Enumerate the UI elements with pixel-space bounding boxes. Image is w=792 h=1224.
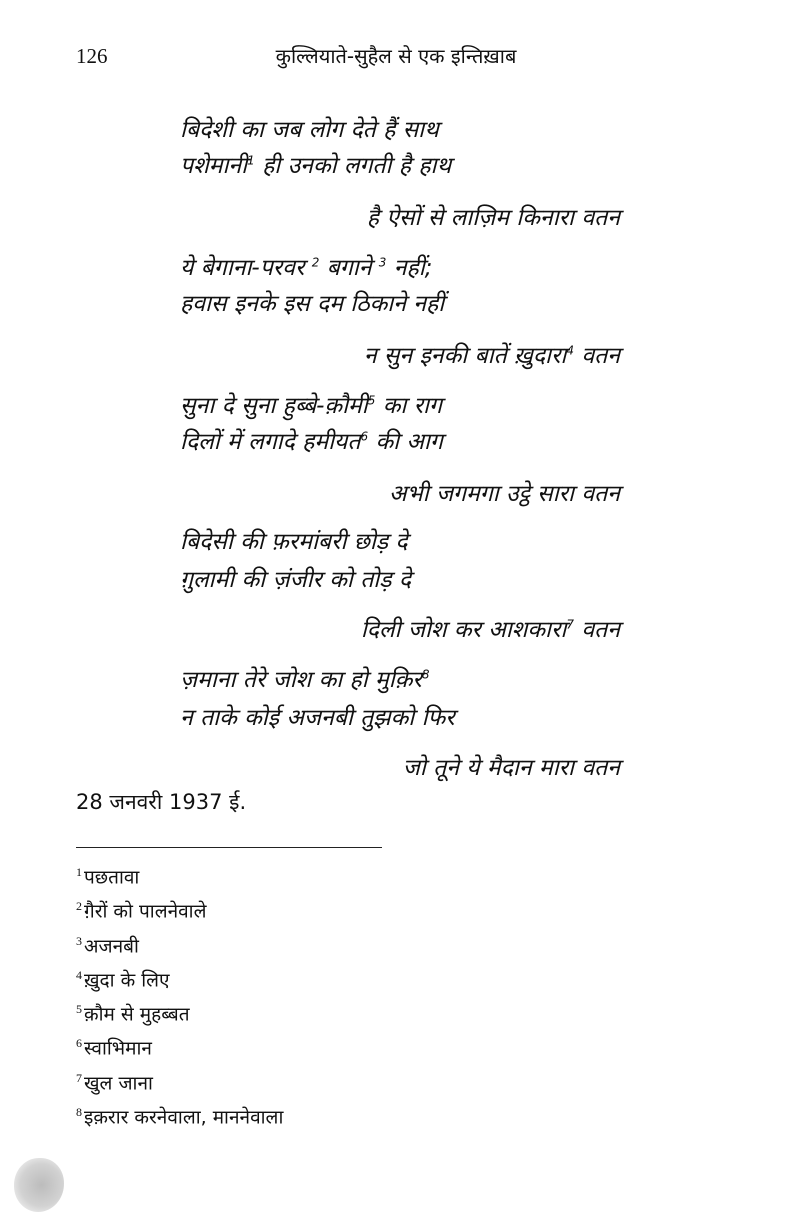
footnote-text: अजनबी	[84, 934, 139, 957]
footnote-mark: 3	[378, 255, 387, 270]
footnote-number: 6	[76, 1036, 82, 1051]
poem-text: अभी जगमगा उट्ठे सारा वतन	[388, 481, 620, 507]
footnote-mark: 2	[311, 255, 320, 270]
poem-text: न सुन इनकी बातें ख़ुदारा	[363, 343, 567, 369]
footnote-number: 7	[76, 1070, 82, 1085]
poem-line-5	[180, 388, 500, 420]
footnote-item	[76, 1029, 283, 1063]
ink-blot-decoration	[14, 1158, 64, 1212]
poem-line-3	[180, 250, 500, 282]
poem-text: ग़ुलामी की ज़ंजीर को तोड़ दे	[180, 567, 412, 593]
refrain-line-1	[367, 200, 620, 232]
poem-line-2	[180, 148, 500, 180]
poem-text: सुना दे सुना हुब्बे-क़ौमी	[180, 393, 368, 419]
page-number: 126	[76, 44, 108, 68]
poem-text: ये बेगाना-परवर	[180, 255, 312, 281]
footnote-item	[76, 961, 283, 995]
poem-text: बिदेसी की फ़रमांबरी छोड़ दे	[180, 529, 408, 555]
footnote-text: स्वाभिमान	[84, 1037, 152, 1060]
footnotes	[76, 858, 283, 1132]
poem-line-7	[180, 524, 500, 556]
footnote-number: 1	[76, 865, 82, 879]
footnote-mark: 7	[566, 617, 575, 632]
footnote-item	[76, 1098, 283, 1132]
refrain-line-3	[389, 476, 620, 508]
footnote-mark: 8	[421, 667, 430, 682]
poem-text: बिदेशी का जब लोग देते हैं साथ	[180, 117, 439, 143]
poem-text: बगाने	[319, 255, 379, 281]
footnote-text: क़ौम से मुहब्बत	[84, 1003, 190, 1026]
poem-line-10	[180, 700, 500, 732]
poem-line-1	[180, 112, 500, 144]
poem-text: न ताके कोई अजनबी तुझको फिर	[180, 705, 455, 731]
poem-line-4	[180, 286, 500, 318]
footnote-text: खुल जाना	[84, 1072, 153, 1095]
footnote-number: 4	[76, 967, 82, 982]
poem-text: का राग	[375, 393, 442, 419]
footnote-number: 2	[76, 899, 82, 914]
footnote-item	[76, 892, 283, 926]
footnote-item	[76, 1064, 283, 1098]
footnote-mark: 5	[367, 393, 376, 408]
poem-text: वतन	[574, 617, 620, 643]
poem-text: पशेमानी	[180, 153, 248, 179]
refrain-line-5	[403, 750, 620, 782]
footnote-text: पछतावा	[84, 866, 140, 889]
poem-line-6	[180, 424, 500, 456]
refrain-line-2	[364, 338, 620, 370]
footnote-text: इक़रार करनेवाला, माननेवाला	[84, 1106, 284, 1129]
poem-text: वतन	[574, 343, 620, 369]
poem-text: दिली जोश कर आशकारा	[360, 617, 567, 643]
poem-text: ही उनको लगती है हाथ	[254, 153, 452, 179]
footnote-item	[76, 995, 283, 1029]
footnote-item	[76, 858, 283, 892]
refrain-line-4	[361, 612, 620, 644]
poem-text: नहीं;	[386, 255, 433, 281]
footnote-mark: 4	[566, 343, 575, 358]
footnote-number: 5	[76, 1002, 82, 1017]
poem-line-9	[180, 662, 500, 694]
footnote-mark: 1	[247, 153, 255, 168]
footnote-text: ख़ुदा के लिए	[84, 969, 170, 992]
poem-text: की आग	[368, 429, 443, 455]
footnote-rule	[76, 847, 382, 848]
footnote-text: ग़ैरों को पालनेवाले	[84, 900, 207, 923]
poem-text: ज़माना तेरे जोश का हो मुक़िर	[180, 667, 422, 693]
poem-text: जो तूने ये मैदान मारा वतन	[402, 755, 620, 781]
running-title: कुल्लियाते-सुहैल से एक इन्तिख़ाब	[275, 44, 517, 68]
footnote-number: 3	[76, 933, 82, 948]
poem-line-8	[180, 562, 500, 594]
footnote-mark: 6	[360, 429, 369, 444]
poem-text: हवास इनके इस दम ठिकाने नहीं	[180, 291, 445, 317]
footnote-number: 8	[76, 1105, 82, 1120]
poem-text: दिलों में लगादे हमीयत	[180, 429, 361, 455]
poem-date: 28 जनवरी 1937 ई.	[76, 790, 247, 814]
poem-text: है ऐसों से लाज़िम किनारा वतन	[366, 205, 620, 231]
footnote-item	[76, 927, 283, 961]
